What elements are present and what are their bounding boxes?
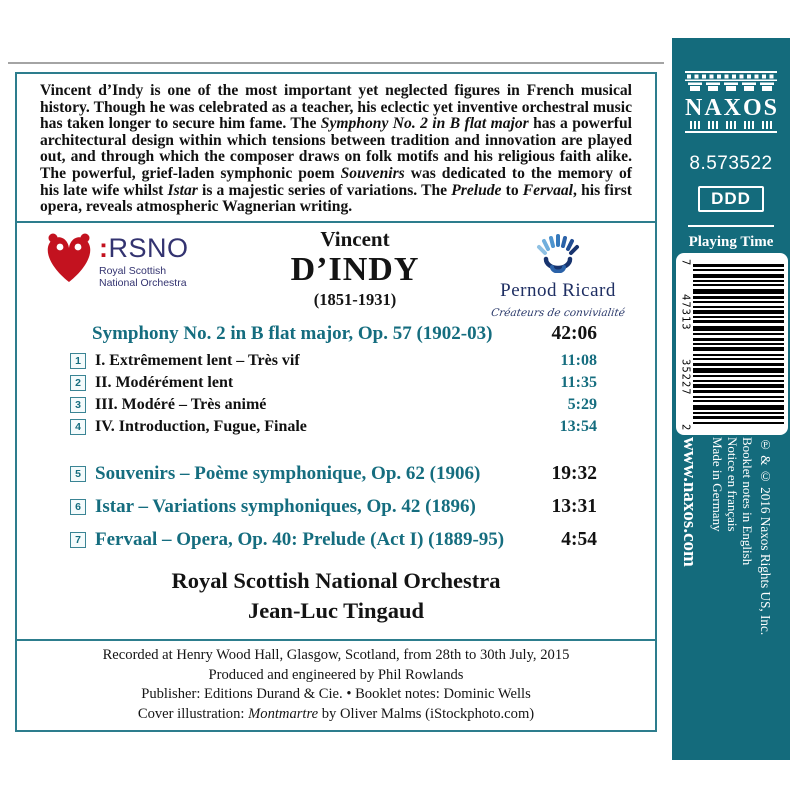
movement-row	[70, 416, 597, 438]
movement-time: 13:54	[559, 417, 597, 435]
main-section	[17, 223, 655, 730]
made-in-germany: Made in Germany	[710, 437, 725, 532]
barcode-digit-group: 47313	[679, 294, 692, 331]
logos-row	[17, 223, 655, 319]
intro-italic-fervaal: Fervaal	[522, 181, 574, 199]
notice-francais: Notice en français	[725, 437, 740, 532]
work-time: 42:06	[551, 322, 597, 344]
work-time: 4:54	[561, 528, 597, 550]
intro-text: has a powerful architectural design within which tensions between tradition and innovation are played out, and through which the composer draws on folk motifs and his religious faith alike. The powerful, grief-laden symphonic poem	[40, 115, 632, 182]
composer-title-block	[227, 226, 483, 309]
rsno-text	[99, 232, 189, 289]
naxos-logo	[685, 71, 780, 139]
intro-text: is a majestic series of variations. The	[197, 181, 452, 199]
rsno-logo	[41, 231, 227, 289]
work-title: Istar – Variations symphoniques, Op. 42 (1896)	[95, 495, 476, 517]
naxos-sidebar	[672, 38, 790, 760]
rsno-subtitle	[99, 265, 189, 289]
work-title-fervaal	[70, 528, 597, 552]
naxos-columns-icon	[685, 121, 777, 135]
naxos-wordmark: NAXOS	[685, 95, 780, 121]
work-time: 19:32	[551, 462, 597, 484]
movement-title: III. Modéré – Très animé	[95, 395, 267, 413]
intro-text: Vincent d’Indy is one of the most important yet neglected figures in French musical history. Though he was celebrated as a teacher, his eclectic yet inventive orchestral music has taken longer to secure him fame. The	[40, 82, 632, 133]
conductor-name: Jean-Luc Tingaud	[247, 597, 425, 623]
track-number-box: 1	[70, 353, 86, 369]
performers-block	[17, 566, 655, 626]
track-number-box: 7	[70, 532, 86, 548]
scan-artifact-line	[8, 62, 664, 64]
rsno-acronym-label: RSNO	[108, 232, 189, 263]
sidebar-divider	[688, 225, 774, 227]
movement-time: 11:35	[560, 373, 597, 391]
work-time: 13:31	[551, 495, 597, 517]
credits-publisher: Publisher: Editions Durand & Cie. • Booklet notes: Dominic Wells	[141, 686, 531, 703]
playing-time-label: Playing Time	[688, 234, 774, 250]
pernod-fan-icon	[532, 233, 584, 273]
barcode-digit-group: 2	[679, 423, 692, 431]
pernod-ricard-logo	[483, 233, 633, 319]
track-number-box: 4	[70, 419, 86, 435]
intro-italic-symphony: Symphony No. 2 in B flat major	[320, 115, 529, 133]
intro-paragraph	[17, 74, 655, 223]
work-title-symphony	[70, 322, 597, 346]
barcode	[676, 253, 788, 435]
credits-cover-prefix: Cover illustration:	[137, 705, 249, 722]
composer-dates: (1851-1931)	[313, 289, 397, 309]
barcode-bars	[693, 264, 784, 424]
work-title-istar	[70, 495, 597, 519]
credits-block	[17, 639, 655, 730]
credits-recorded: Recorded at Henry Wood Hall, Glasgow, Scotland, from 28th to 30th July, 2015	[102, 647, 570, 664]
work-title-souvenirs	[70, 462, 597, 486]
barcode-digit-group: 35227	[679, 359, 692, 396]
tracklist	[17, 315, 655, 552]
pernod-tagline: Créateurs de convivialité	[490, 306, 626, 319]
movement-title: IV. Introduction, Fugue, Finale	[95, 417, 307, 435]
ddd-format-badge: DDD	[698, 186, 764, 212]
copyright-line: ℗ & © 2016 Naxos Rights US, Inc.	[758, 437, 773, 636]
composer-first-name: Vincent	[320, 226, 390, 251]
work-title: Fervaal – Opera, Op. 40: Prelude (Act I) (1889-95)	[95, 528, 505, 550]
movement-time: 5:29	[567, 395, 597, 413]
movement-row	[70, 350, 597, 372]
catalog-number: 8.573522	[689, 153, 773, 174]
composer-last-name: D’INDY	[290, 250, 420, 288]
movement-title: I. Extrêmement lent – Très vif	[95, 351, 300, 369]
rsno-acronym	[99, 232, 189, 263]
credits-cover-suffix: by Oliver Malms (iStockphoto.com)	[318, 705, 535, 722]
intro-italic-istar: Istar	[167, 181, 198, 199]
rsno-colon: :	[99, 232, 109, 263]
track-number-box: 6	[70, 499, 86, 515]
rsno-subtitle-line1: Royal Scottish	[99, 264, 167, 277]
movement-row	[70, 394, 597, 416]
content-box	[15, 72, 657, 732]
intro-text: , his first opera, reveals atmospheric Wagnerian writing.	[40, 181, 632, 216]
rsno-heart-icon	[41, 231, 97, 287]
naxos-website: www.naxos.com	[679, 437, 700, 567]
movement-list	[70, 350, 597, 438]
orchestra-name: Royal Scottish National Orchestra	[171, 567, 501, 593]
movement-time: 11:08	[560, 351, 597, 369]
credits-cover-title: Montmartre	[248, 705, 319, 722]
sidebar-rotated-text	[672, 437, 790, 702]
track-number-box: 3	[70, 397, 86, 413]
booklet-notes-english: Booklet notes in English	[740, 437, 755, 566]
movement-title: II. Modérément lent	[95, 373, 234, 391]
barcode-digit-group: 7	[679, 259, 692, 267]
work-title: Symphony No. 2 in B flat major, Op. 57 (1902-03)	[92, 322, 493, 344]
movement-row	[70, 372, 597, 394]
rsno-subtitle-line2: National Orchestra	[99, 276, 187, 289]
intro-italic-souvenirs: Souvenirs	[340, 164, 405, 182]
credits-cover	[27, 705, 645, 724]
intro-italic-prelude: Prelude	[451, 181, 502, 199]
work-title: Souvenirs – Poème symphonique, Op. 62 (1906)	[95, 462, 481, 484]
intro-text: was dedicated to the memory of his late wife whilst	[40, 164, 632, 199]
intro-text: to	[501, 181, 523, 199]
pernod-name: Pernod Ricard	[500, 279, 616, 301]
naxos-architrave-icon	[685, 71, 777, 91]
barcode-digits	[676, 253, 692, 435]
track-number-box: 5	[70, 466, 86, 482]
track-number-box: 2	[70, 375, 86, 391]
credits-produced: Produced and engineered by Phil Rowlands	[208, 666, 464, 683]
